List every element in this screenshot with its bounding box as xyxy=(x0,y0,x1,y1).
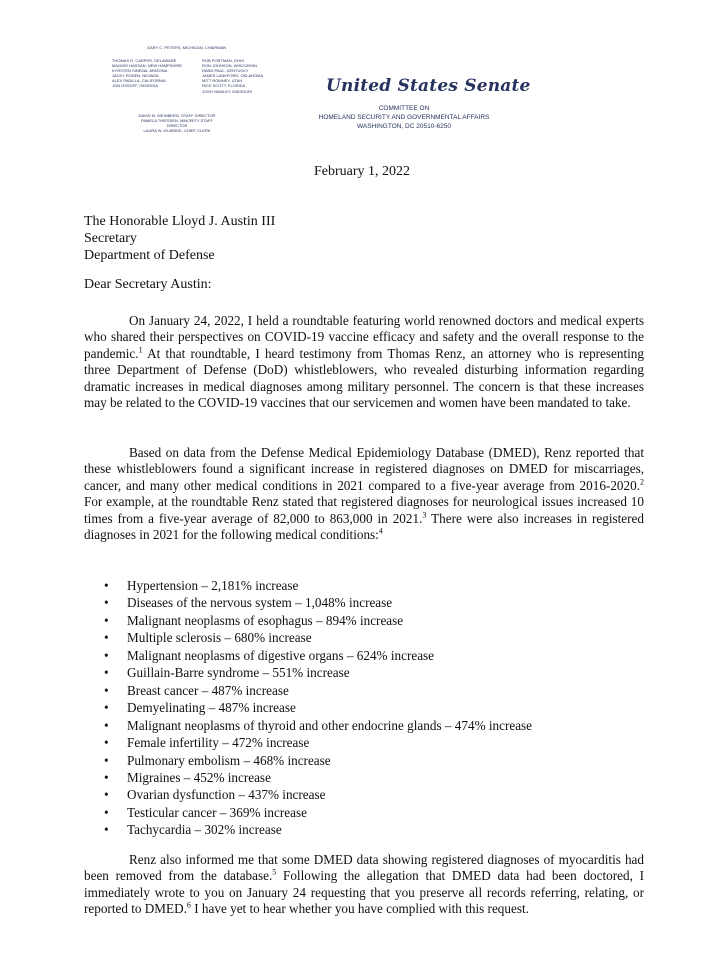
list-item xyxy=(104,612,532,629)
paragraph-text: For example, at the roundtable Renz stated that registered diagnoses for neurological issues increased 10 times from a five-year average of 82,000 to 863,000 in 2021. xyxy=(84,494,644,526)
paragraph-text: On January 24, 2022, I held a roundtable featuring world renowned doctors and medical experts who shared their perspectives on COVID-19 vaccine efficacy and safety and the overall response to the pandemic. xyxy=(84,313,644,361)
conditions-list xyxy=(104,577,532,839)
salutation: Dear Secretary Austin: xyxy=(84,277,212,292)
recipient-department: Department of Defense xyxy=(84,248,215,263)
list-item xyxy=(104,804,532,821)
list-item xyxy=(104,786,532,803)
bullet-icon: • xyxy=(104,822,109,838)
list-item xyxy=(104,821,532,838)
condition-text: Demyelinating – 487% increase xyxy=(127,700,296,716)
bullet-icon: • xyxy=(104,682,109,698)
list-item xyxy=(104,734,532,751)
paragraph-text: I have yet to hear whether you have complied with this request. xyxy=(190,901,529,917)
condition-text: Tachycardia – 302% increase xyxy=(127,822,282,838)
condition-text: Malignant neoplasms of digestive organs – 624% increase xyxy=(127,647,435,663)
list-item xyxy=(104,682,532,699)
bullet-icon: • xyxy=(104,700,109,716)
member-name: RAND PAUL, KENTUCKY xyxy=(202,68,249,74)
bullet-icon: • xyxy=(104,769,109,785)
member-name: JOSH HAWLEY, MISSOURI xyxy=(202,88,253,94)
condition-text: Diseases of the nervous system – 1,048% increase xyxy=(127,595,393,611)
member-name: JON OSSOFF, GEORGIA xyxy=(112,83,159,89)
paragraph-text: Following the allegation that DMED data had been doctored, I immediately wrote to you on January 24 requesting that you preserve all records referring, relating, or reported to DMED. xyxy=(84,868,644,917)
committee-chairman: GARY C. PETERS, MICHIGAN, CHAIRMAN xyxy=(147,45,227,50)
committee-members xyxy=(112,58,280,94)
senate-wordmark: United States Senate xyxy=(326,76,531,96)
condition-text: Pulmonary embolism – 468% increase xyxy=(127,752,331,768)
bullet-icon: • xyxy=(104,735,109,751)
list-item xyxy=(104,717,532,734)
paragraph-text: Based on data from the Defense Medical Epidemiology Database (DMED), Renz reported that these whistleblowers found a significant increase in registered diagnoses on DMED for miscarriages, cancer, and many other medical conditions in 2021 compared to a five-year average from 2016-2020. xyxy=(84,445,644,493)
bullet-icon: • xyxy=(104,647,109,663)
recipient-name: The Honorable Lloyd J. Austin III xyxy=(84,214,276,229)
bullet-icon: • xyxy=(104,787,109,803)
bullet-icon: • xyxy=(104,630,109,646)
member-name: MAGGIE HASSAN, NEW HAMPSHIRE xyxy=(112,63,183,69)
footnote-ref: 3 xyxy=(422,510,427,520)
paragraph-text: There were also increases in registered diagnoses in 2021 for the following medical conditions: xyxy=(84,510,645,543)
footnote-ref: 6 xyxy=(186,900,191,910)
paragraph-myocarditis xyxy=(84,852,644,918)
member-name: JACKY ROSEN, NEVADA xyxy=(112,73,159,79)
member-name: RICK SCOTT, FLORIDA xyxy=(202,83,246,89)
condition-text: Female infertility – 472% increase xyxy=(127,735,310,751)
condition-text: Migraines – 452% increase xyxy=(127,769,271,785)
condition-text: Hypertension – 2,181% increase xyxy=(127,578,299,593)
list-item xyxy=(104,699,532,716)
condition-text: Breast cancer – 487% increase xyxy=(127,682,289,698)
bullet-icon: • xyxy=(104,595,109,611)
paragraph-text: At that roundtable, I heard testimony from Thomas Renz, an attorney who is representing three Department of Defense (DoD) whistleblowers, who revealed disturbing information regarding dramatic increases in medical diagnoses among military personnel. The concern is that these increases may be related to the COVID-19 vaccines that our servicemen and women have been mandated to take. xyxy=(84,345,644,411)
staff-name: LAURA W. KILBRIDE, CHIEF CLERK xyxy=(143,128,211,134)
staff-name: DAVID M. WEINBERG, STAFF DIRECTOR xyxy=(138,113,216,118)
recipient-title: Secretary xyxy=(84,231,137,246)
condition-text: Ovarian dysfunction – 437% increase xyxy=(127,787,326,803)
committee-staff xyxy=(138,113,216,133)
list-item xyxy=(104,647,532,664)
committee-block xyxy=(306,104,502,131)
member-name: MITT ROMNEY, UTAH xyxy=(202,78,243,84)
paragraph-text: Renz also informed me that some DMED data showing registered diagnoses of myocarditis had been removed from the database. xyxy=(84,852,644,884)
members-right-column xyxy=(202,58,280,94)
footnote-ref: 1 xyxy=(138,345,143,355)
footnote-ref: 5 xyxy=(272,868,277,878)
committee-name: HOMELAND SECURITY AND GOVERNMENTAL AFFAIRS xyxy=(318,114,490,121)
list-item xyxy=(104,577,532,594)
footnote-ref: 2 xyxy=(640,477,644,487)
staff-name: PAMELA THIESSEN, MINORITY STAFF DIRECTOR xyxy=(141,118,213,129)
committee-address: WASHINGTON, DC 20510-6250 xyxy=(357,123,451,130)
recipient-address xyxy=(84,213,275,264)
members-left-column xyxy=(112,58,190,94)
list-item xyxy=(104,769,532,786)
member-name: JAMES LANKFORD, OKLAHOMA xyxy=(202,73,264,79)
condition-text: Testicular cancer – 369% increase xyxy=(127,804,307,820)
member-name: ALEX PADILLA, CALIFORNIA xyxy=(112,78,166,84)
paragraph-roundtable xyxy=(84,313,644,411)
committee-line: COMMITTEE ON xyxy=(378,105,430,112)
list-item xyxy=(104,594,532,611)
condition-text: Malignant neoplasms of esophagus – 894% increase xyxy=(127,612,404,628)
condition-text: Guillain-Barre syndrome – 551% increase xyxy=(127,665,350,681)
member-name: KYRSTEN SINEMA, ARIZONA xyxy=(112,68,168,74)
letter-date: February 1, 2022 xyxy=(314,164,411,179)
footnote-ref: 4 xyxy=(378,526,383,536)
paragraph-dmed-data xyxy=(84,445,644,543)
list-item xyxy=(104,629,532,646)
bullet-icon: • xyxy=(104,717,109,733)
list-item xyxy=(104,752,532,769)
bullet-icon: • xyxy=(104,804,109,820)
bullet-icon: • xyxy=(104,612,109,628)
list-item xyxy=(104,664,532,681)
condition-text: Multiple sclerosis – 680% increase xyxy=(127,630,312,646)
bullet-icon: • xyxy=(104,752,109,768)
member-name: ROB PORTMAN, OHIO xyxy=(202,58,245,63)
condition-text: Malignant neoplasms of thyroid and other endocrine glands – 474% increase xyxy=(127,717,533,733)
bullet-icon: • xyxy=(104,665,109,681)
bullet-icon: • xyxy=(104,578,109,593)
member-name: THOMAS R. CARPER, DELAWARE xyxy=(112,58,177,63)
member-name: RON JOHNSON, WISCONSIN xyxy=(202,63,257,69)
